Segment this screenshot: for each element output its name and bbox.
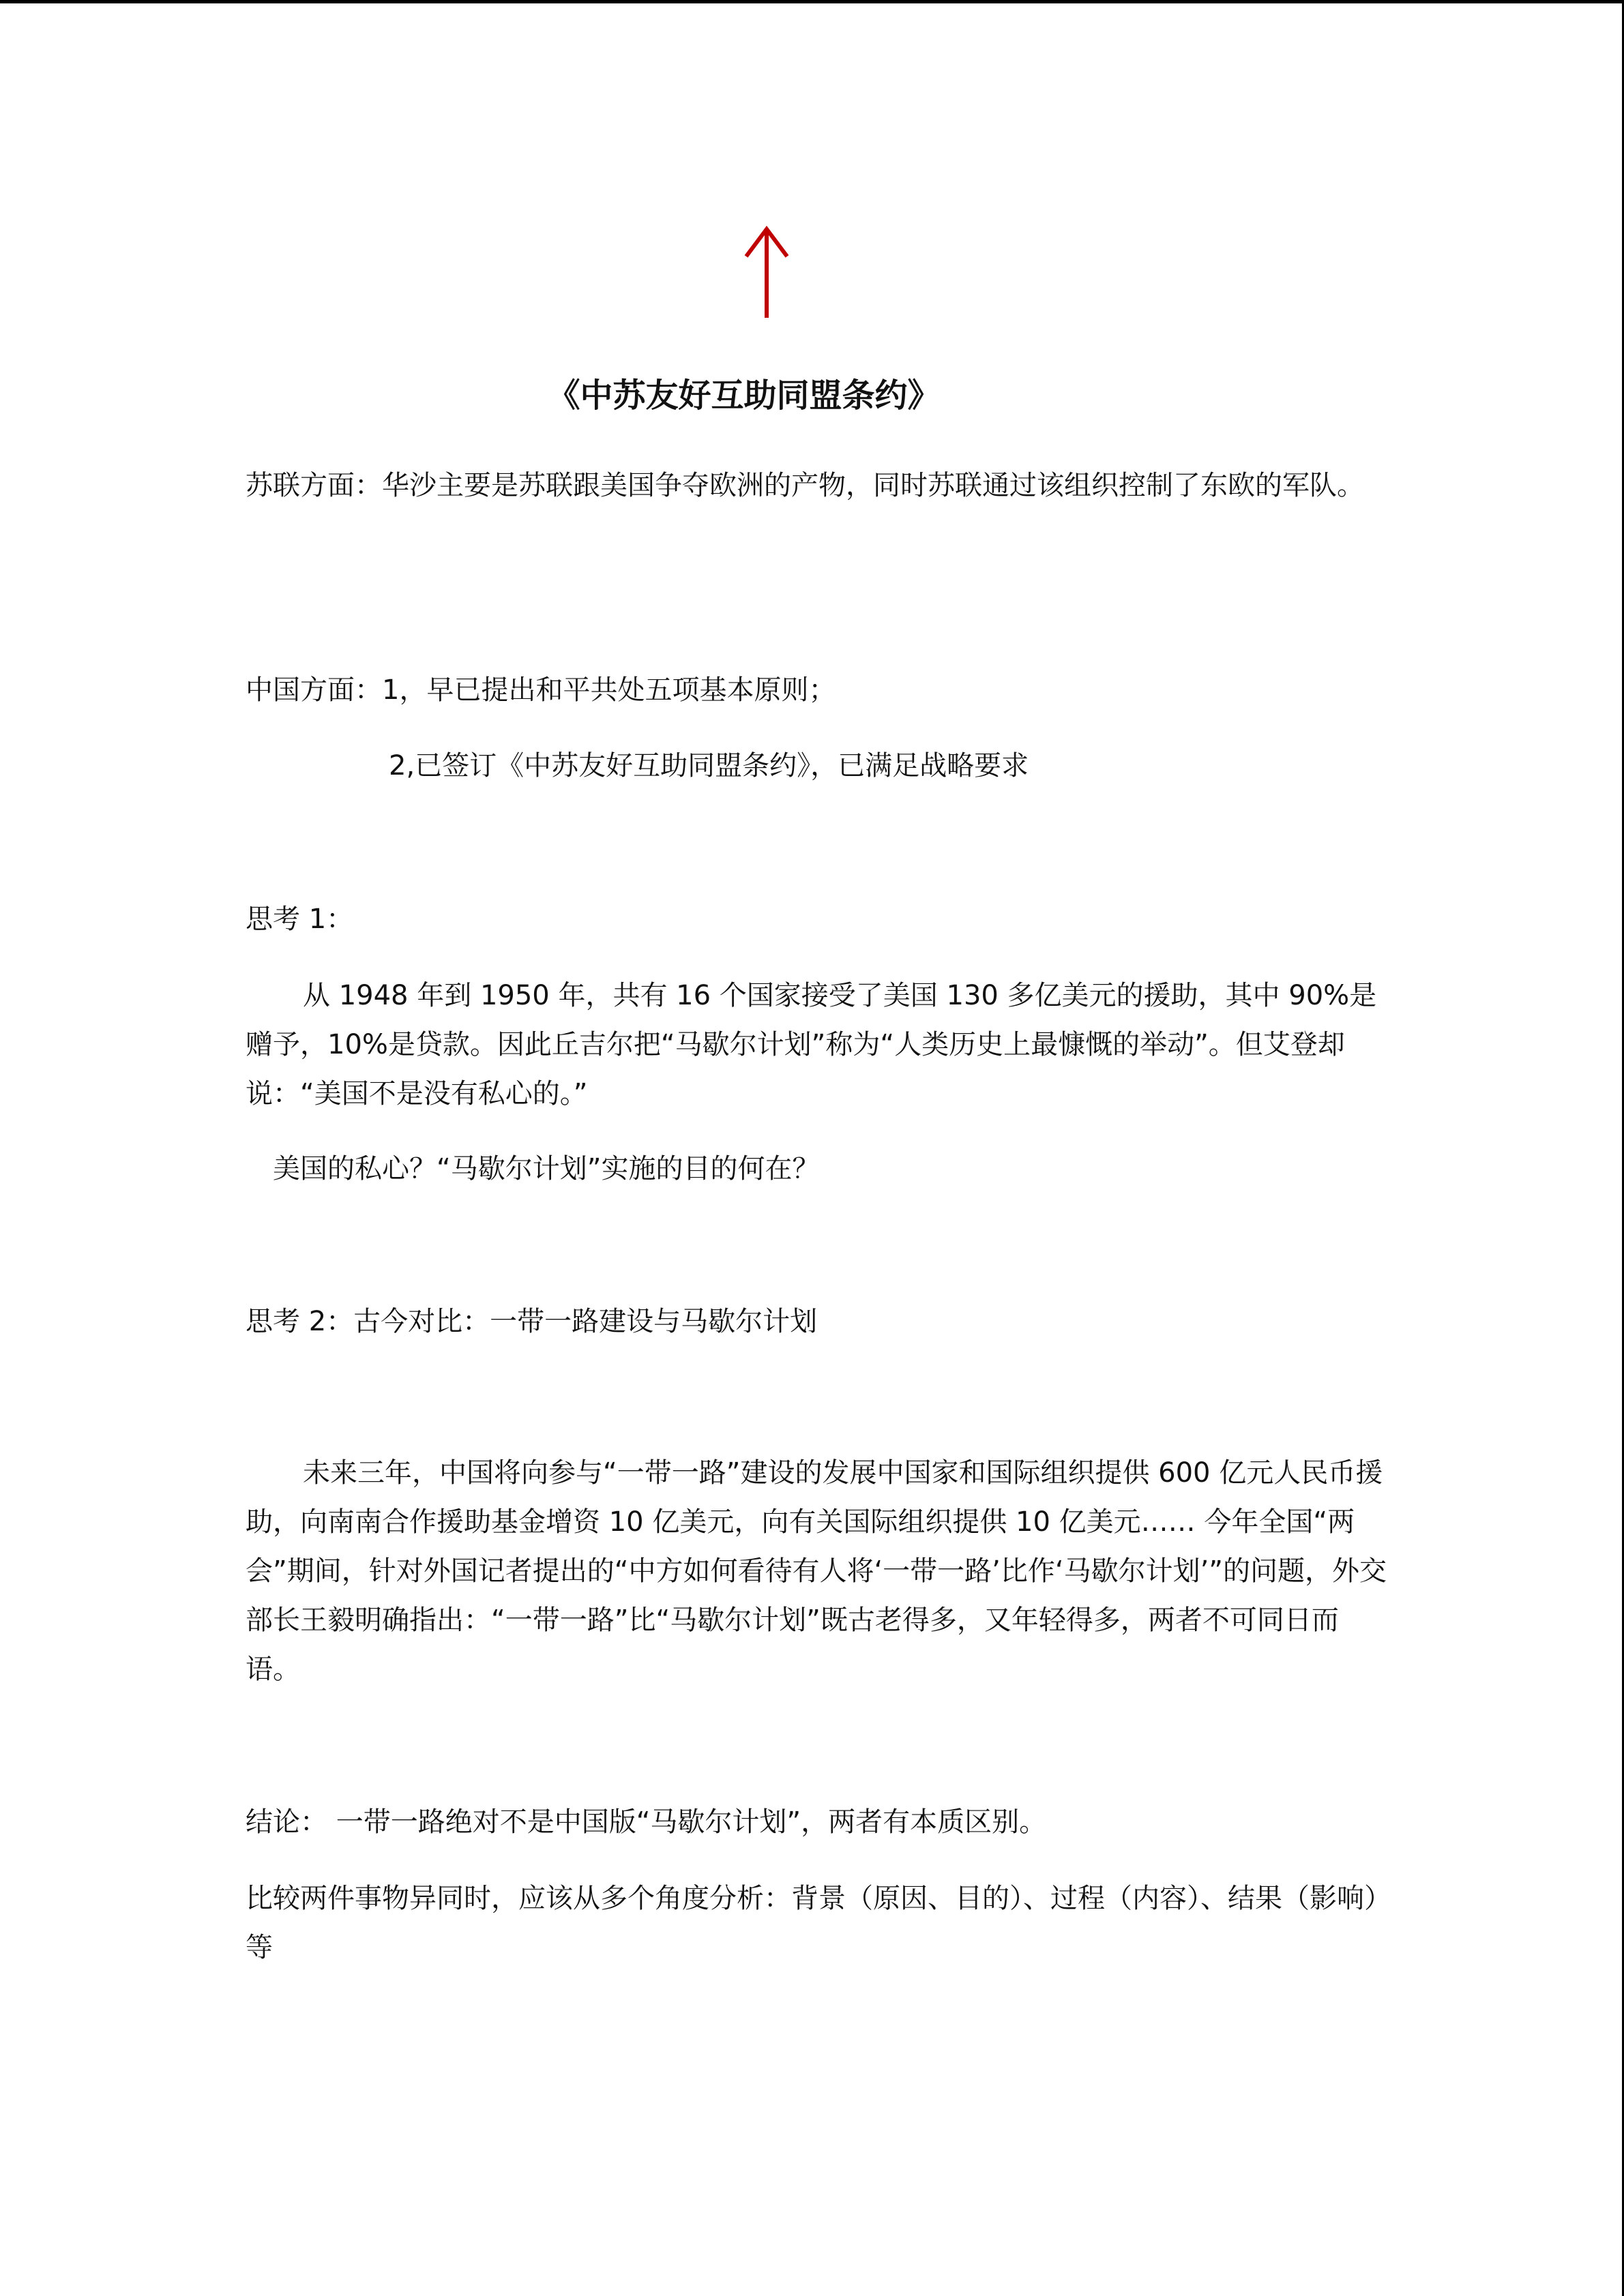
up-arrow-icon — [742, 225, 791, 320]
method-paragraph: 比较两件事物异同时，应该从多个角度分析：背景（原因、目的）、过程（内容）、结果（影响）等 — [246, 1883, 1391, 1963]
think1-label: 思考 1： — [246, 904, 354, 935]
think1-paragraph: 从 1948 年到 1950 年，共有 16 个国家接受了美国 130 多亿美元的援助，其中 90%是赠予，10%是贷款。因此丘吉尔把“马歇尔计划”称为“人类历史上最慷慨的举动”。但艾登却说：“美国不是没有私心的。” — [246, 980, 1377, 1109]
think2-paragraph: 未来三年，中国将向参与“一带一路”建设的发展中国家和国际组织提供 600 亿元人民币援助，向南南合作援助基金增资 10 亿美元，向有关国际组织提供 10 亿美元…… 今年全国“两会”期间，针对外国记者提出的“中方如何看待有人将‘一带一路’比作‘马歇尔计划’”的问题，外交部长王毅明确指出：“一带一路”比“马歇尔计划”既古老得多，又年轻得多，两者不可同日而语。 — [246, 1457, 1387, 1685]
page-top-border — [0, 0, 1624, 3]
conclusion-paragraph: 结论： 一带一路绝对不是中国版“马歇尔计划”，两者有本质区别。 — [246, 1806, 1047, 1838]
ussr-side-paragraph: 苏联方面：华沙主要是苏联跟美国争夺欧洲的产物，同时苏联通过该组织控制了东欧的军队。 — [246, 470, 1364, 501]
think2-label: 思考 2：古今对比：一带一路建设与马歇尔计划 — [246, 1306, 818, 1337]
china-side-line-1: 中国方面：1，早已提出和平共处五项基本原则； — [246, 674, 836, 706]
page-title: 《中苏友好互助同盟条约》 — [547, 376, 941, 415]
china-side-line-2: 2,已签订《中苏友好互助同盟条约》，已满足战略要求 — [389, 750, 1029, 781]
think1-question: 美国的私心？“马歇尔计划”实施的目的何在？ — [273, 1153, 820, 1184]
